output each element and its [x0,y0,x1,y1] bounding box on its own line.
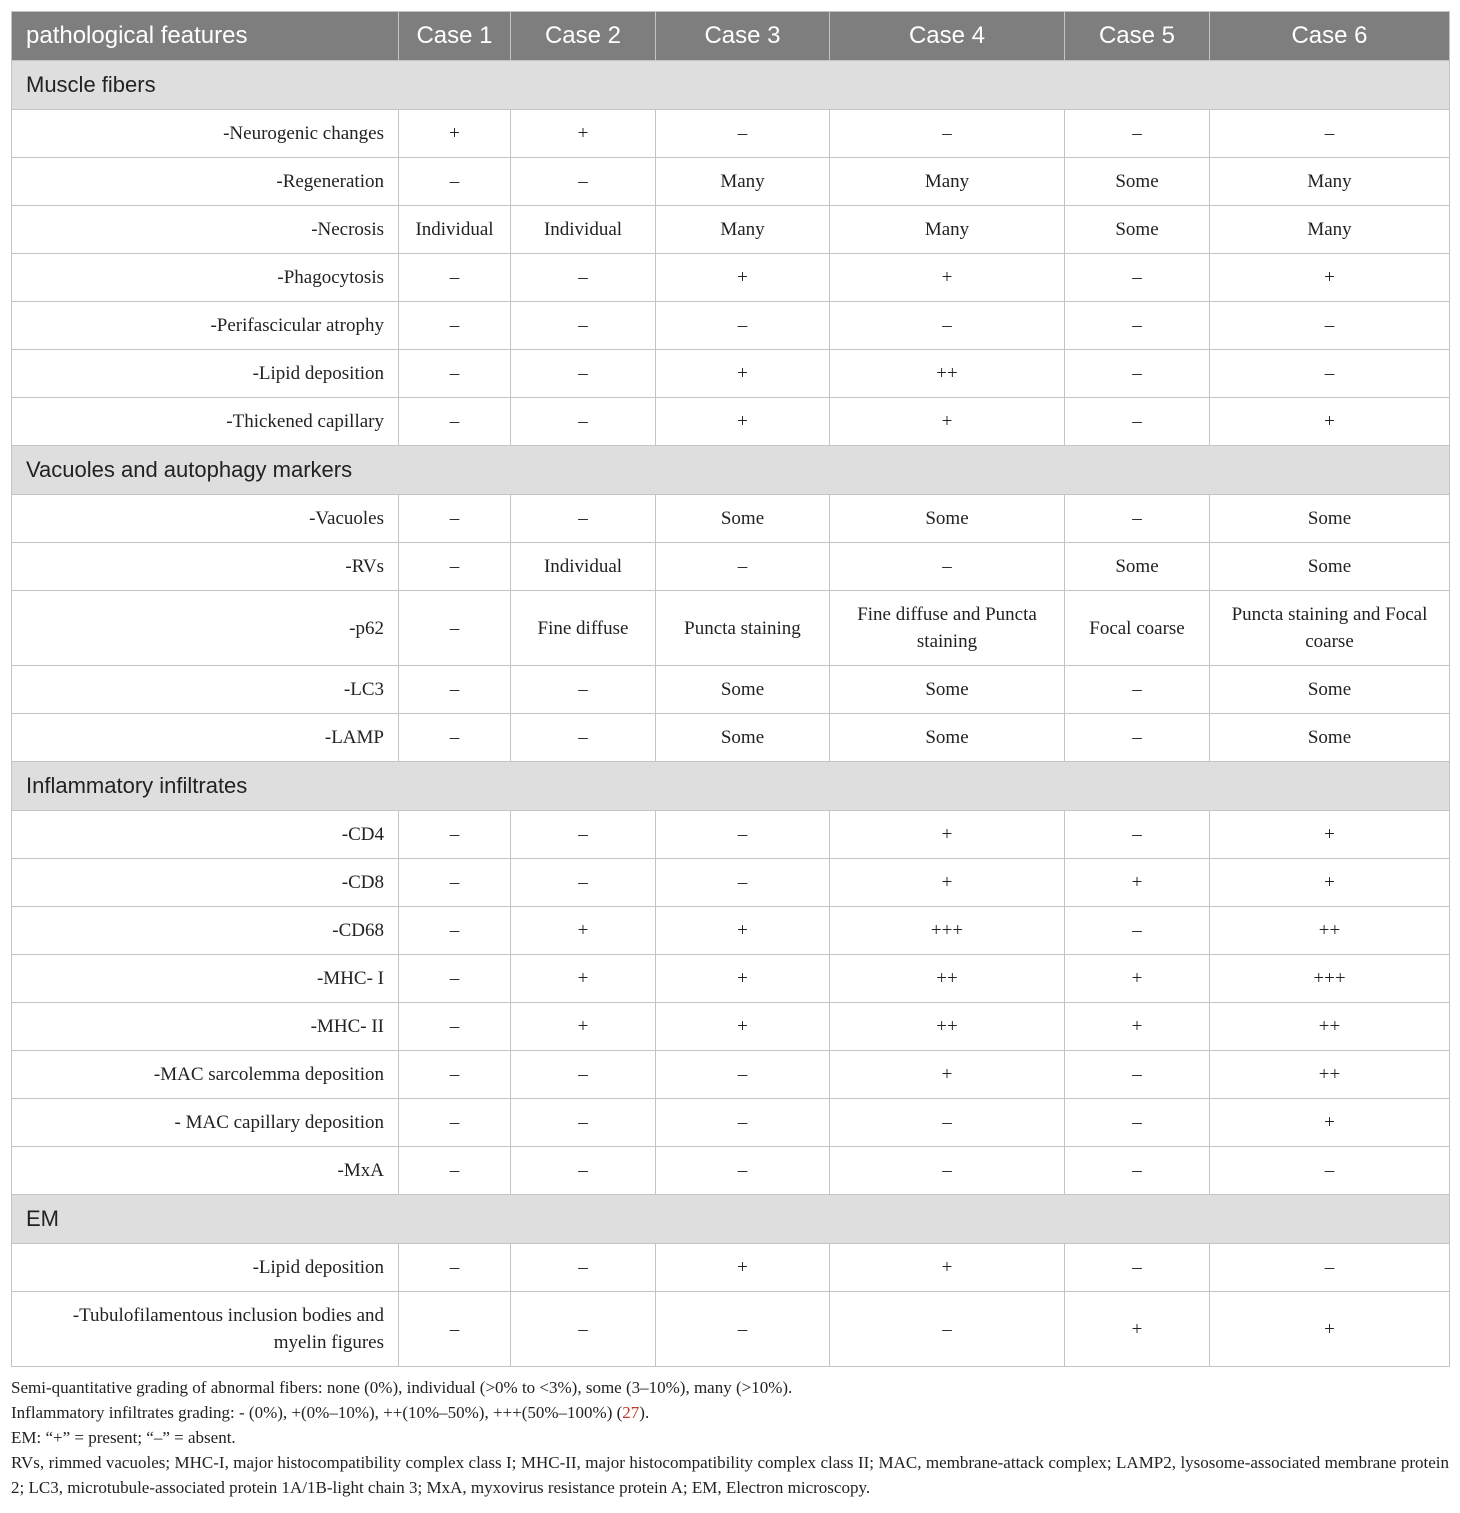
value-cell-case-5: + [1065,1292,1210,1367]
header-case-2: Case 2 [511,12,656,61]
value-cell-case-4: – [830,302,1065,350]
footnote-abbreviations: RVs, rimmed vacuoles; MHC-I, major histocompatibility complex class I; MHC-II, major histocompatibility complex class II; MAC, membrane-attack complex; LAMP2, lysosome-associated membrane protein 2; LC3, microtubule-associated protein 1A/1B-light chain 3; MxA, myxovirus resistance protein A; EM, Electron microscopy. [11,1453,1449,1497]
value-cell-case-3: + [656,1003,830,1051]
value-cell-case-2: + [511,907,656,955]
value-cell-case-4: Some [830,714,1065,762]
table-row [12,811,1450,859]
value-cell-case-1: – [399,859,511,907]
value-cell-case-3: + [656,350,830,398]
value-cell-case-3: Puncta staining [656,591,830,666]
value-cell-case-2: Individual [511,543,656,591]
value-cell-case-4: – [830,110,1065,158]
table-row [12,714,1450,762]
value-cell-case-6: + [1210,811,1450,859]
value-cell-case-6: – [1210,302,1450,350]
value-cell-case-2: Fine diffuse [511,591,656,666]
value-cell-case-4: + [830,1051,1065,1099]
value-cell-case-6: Some [1210,666,1450,714]
header-case-3: Case 3 [656,12,830,61]
section-title: EM [12,1195,1450,1244]
table-row [12,254,1450,302]
table-body [12,61,1450,1367]
value-cell-case-2: – [511,1244,656,1292]
value-cell-case-5: – [1065,254,1210,302]
table-row [12,907,1450,955]
section-title: Muscle fibers [12,61,1450,110]
value-cell-case-6: + [1210,398,1450,446]
value-cell-case-2: – [511,302,656,350]
value-cell-case-2: – [511,1051,656,1099]
value-cell-case-6: – [1210,1147,1450,1195]
value-cell-case-6: ++ [1210,1051,1450,1099]
value-cell-case-5: – [1065,495,1210,543]
section-title: Vacuoles and autophagy markers [12,446,1450,495]
feature-cell: -CD4 [12,811,399,859]
header-row [12,12,1450,61]
value-cell-case-6: + [1210,1292,1450,1367]
feature-cell: - MAC capillary deposition [12,1099,399,1147]
value-cell-case-2: – [511,666,656,714]
value-cell-case-1: – [399,1099,511,1147]
value-cell-case-5: – [1065,1147,1210,1195]
table-footnotes [11,1375,1449,1500]
value-cell-case-5: Some [1065,206,1210,254]
value-cell-case-3: + [656,254,830,302]
section-title: Inflammatory infiltrates [12,762,1450,811]
value-cell-case-2: – [511,158,656,206]
value-cell-case-1: – [399,350,511,398]
feature-cell: -MHC- II [12,1003,399,1051]
value-cell-case-2: – [511,254,656,302]
value-cell-case-2: + [511,110,656,158]
value-cell-case-1: – [399,158,511,206]
value-cell-case-5: Focal coarse [1065,591,1210,666]
table-row [12,206,1450,254]
feature-cell: -Perifascicular atrophy [12,302,399,350]
value-cell-case-2: + [511,1003,656,1051]
value-cell-case-3: Some [656,714,830,762]
value-cell-case-5: – [1065,398,1210,446]
section-row [12,762,1450,811]
value-cell-case-1: – [399,254,511,302]
value-cell-case-1: – [399,543,511,591]
value-cell-case-2: + [511,955,656,1003]
feature-cell: -Neurogenic changes [12,110,399,158]
value-cell-case-6: – [1210,110,1450,158]
header-case-5: Case 5 [1065,12,1210,61]
feature-cell: -LC3 [12,666,399,714]
value-cell-case-6: ++ [1210,907,1450,955]
value-cell-case-3: – [656,811,830,859]
feature-cell: -MxA [12,1147,399,1195]
header-case-1: Case 1 [399,12,511,61]
value-cell-case-4: + [830,398,1065,446]
value-cell-case-6: +++ [1210,955,1450,1003]
value-cell-case-1: – [399,955,511,1003]
table-row [12,398,1450,446]
table-row [12,110,1450,158]
feature-cell: -MHC- I [12,955,399,1003]
value-cell-case-3: + [656,1244,830,1292]
feature-cell: -LAMP [12,714,399,762]
pathology-table [11,11,1450,1367]
value-cell-case-3: – [656,1099,830,1147]
value-cell-case-5: – [1065,1244,1210,1292]
value-cell-case-3: – [656,1147,830,1195]
value-cell-case-6: Many [1210,158,1450,206]
table-row [12,543,1450,591]
value-cell-case-1: – [399,1292,511,1367]
feature-cell: -Necrosis [12,206,399,254]
value-cell-case-4: + [830,811,1065,859]
feature-cell: -Regeneration [12,158,399,206]
value-cell-case-6: Many [1210,206,1450,254]
value-cell-case-5: – [1065,666,1210,714]
table-row [12,158,1450,206]
feature-cell: -MAC sarcolemma deposition [12,1051,399,1099]
value-cell-case-6: + [1210,254,1450,302]
value-cell-case-5: + [1065,859,1210,907]
value-cell-case-1: – [399,1003,511,1051]
value-cell-case-1: – [399,811,511,859]
feature-cell: -p62 [12,591,399,666]
feature-cell: -Tubulofilamentous inclusion bodies and myelin figures [12,1292,399,1367]
value-cell-case-4: – [830,1147,1065,1195]
table-row [12,302,1450,350]
table-row [12,591,1450,666]
value-cell-case-5: + [1065,955,1210,1003]
value-cell-case-5: – [1065,1099,1210,1147]
value-cell-case-6: – [1210,1244,1450,1292]
value-cell-case-5: – [1065,907,1210,955]
table-row [12,859,1450,907]
value-cell-case-6: Puncta staining and Focal coarse [1210,591,1450,666]
footnote-inflammatory-text: Inflammatory infiltrates grading: - (0%), +(0%–10%), ++(10%–50%), +++(50%–100%) ( [11,1403,623,1422]
value-cell-case-5: – [1065,1051,1210,1099]
table-row [12,955,1450,1003]
value-cell-case-4: – [830,1292,1065,1367]
feature-cell: -Phagocytosis [12,254,399,302]
table-row [12,350,1450,398]
value-cell-case-5: + [1065,1003,1210,1051]
value-cell-case-2: – [511,495,656,543]
table-row [12,1147,1450,1195]
section-row [12,61,1450,110]
value-cell-case-2: – [511,859,656,907]
value-cell-case-1: – [399,398,511,446]
value-cell-case-1: – [399,1147,511,1195]
value-cell-case-1: – [399,1244,511,1292]
value-cell-case-1: – [399,714,511,762]
value-cell-case-3: + [656,955,830,1003]
footnote-em: EM: “+” = present; “–” = absent. [11,1428,236,1447]
footnote-inflammatory [11,1400,1449,1425]
value-cell-case-4: + [830,859,1065,907]
value-cell-case-5: Some [1065,158,1210,206]
value-cell-case-6: Some [1210,495,1450,543]
header-feature: pathological features [12,12,399,61]
footnote-grading: Semi-quantitative grading of abnormal fibers: none (0%), individual (>0% to <3%), some (3–10%), many (>10%). [11,1378,793,1397]
value-cell-case-2: – [511,1147,656,1195]
value-cell-case-3: – [656,543,830,591]
value-cell-case-4: ++ [830,350,1065,398]
value-cell-case-5: – [1065,811,1210,859]
value-cell-case-1: Individual [399,206,511,254]
table-row [12,1099,1450,1147]
feature-cell: -Thickened capillary [12,398,399,446]
value-cell-case-4: – [830,1099,1065,1147]
value-cell-case-3: Many [656,206,830,254]
value-cell-case-6: + [1210,1099,1450,1147]
value-cell-case-1: – [399,907,511,955]
value-cell-case-3: Some [656,666,830,714]
value-cell-case-5: – [1065,302,1210,350]
table-row [12,1244,1450,1292]
value-cell-case-3: – [656,302,830,350]
feature-cell: -RVs [12,543,399,591]
table-row [12,1292,1450,1367]
value-cell-case-1: – [399,302,511,350]
value-cell-case-4: +++ [830,907,1065,955]
value-cell-case-4: Fine diffuse and Puncta staining [830,591,1065,666]
value-cell-case-6: ++ [1210,1003,1450,1051]
value-cell-case-2: – [511,1099,656,1147]
value-cell-case-4: ++ [830,1003,1065,1051]
value-cell-case-1: – [399,1051,511,1099]
value-cell-case-3: + [656,907,830,955]
value-cell-case-1: + [399,110,511,158]
value-cell-case-4: ++ [830,955,1065,1003]
feature-cell: -CD68 [12,907,399,955]
value-cell-case-2: – [511,398,656,446]
value-cell-case-2: Individual [511,206,656,254]
value-cell-case-5: – [1065,714,1210,762]
table-row [12,1051,1450,1099]
value-cell-case-5: – [1065,350,1210,398]
value-cell-case-6: Some [1210,714,1450,762]
value-cell-case-3: – [656,110,830,158]
feature-cell: -Lipid deposition [12,1244,399,1292]
value-cell-case-1: – [399,591,511,666]
value-cell-case-5: – [1065,110,1210,158]
feature-cell: -Lipid deposition [12,350,399,398]
header-case-6: Case 6 [1210,12,1450,61]
value-cell-case-6: Some [1210,543,1450,591]
value-cell-case-3: + [656,398,830,446]
section-row [12,1195,1450,1244]
value-cell-case-4: + [830,1244,1065,1292]
value-cell-case-1: – [399,495,511,543]
table-row [12,1003,1450,1051]
table-row [12,666,1450,714]
value-cell-case-3: Some [656,495,830,543]
header-case-4: Case 4 [830,12,1065,61]
value-cell-case-4: Many [830,206,1065,254]
value-cell-case-4: Some [830,495,1065,543]
value-cell-case-4: – [830,543,1065,591]
footnote-inflammatory-end: ). [639,1403,650,1422]
value-cell-case-4: Some [830,666,1065,714]
feature-cell: -Vacuoles [12,495,399,543]
value-cell-case-2: – [511,1292,656,1367]
value-cell-case-5: Some [1065,543,1210,591]
reference-link[interactable]: 27 [622,1403,640,1422]
value-cell-case-3: Many [656,158,830,206]
value-cell-case-3: – [656,1292,830,1367]
table-container [11,11,1449,1500]
value-cell-case-1: – [399,666,511,714]
value-cell-case-2: – [511,811,656,859]
feature-cell: -CD8 [12,859,399,907]
value-cell-case-6: – [1210,350,1450,398]
value-cell-case-3: – [656,859,830,907]
value-cell-case-2: – [511,714,656,762]
value-cell-case-4: + [830,254,1065,302]
table-row [12,495,1450,543]
value-cell-case-6: + [1210,859,1450,907]
value-cell-case-4: Many [830,158,1065,206]
value-cell-case-3: – [656,1051,830,1099]
value-cell-case-2: – [511,350,656,398]
section-row [12,446,1450,495]
